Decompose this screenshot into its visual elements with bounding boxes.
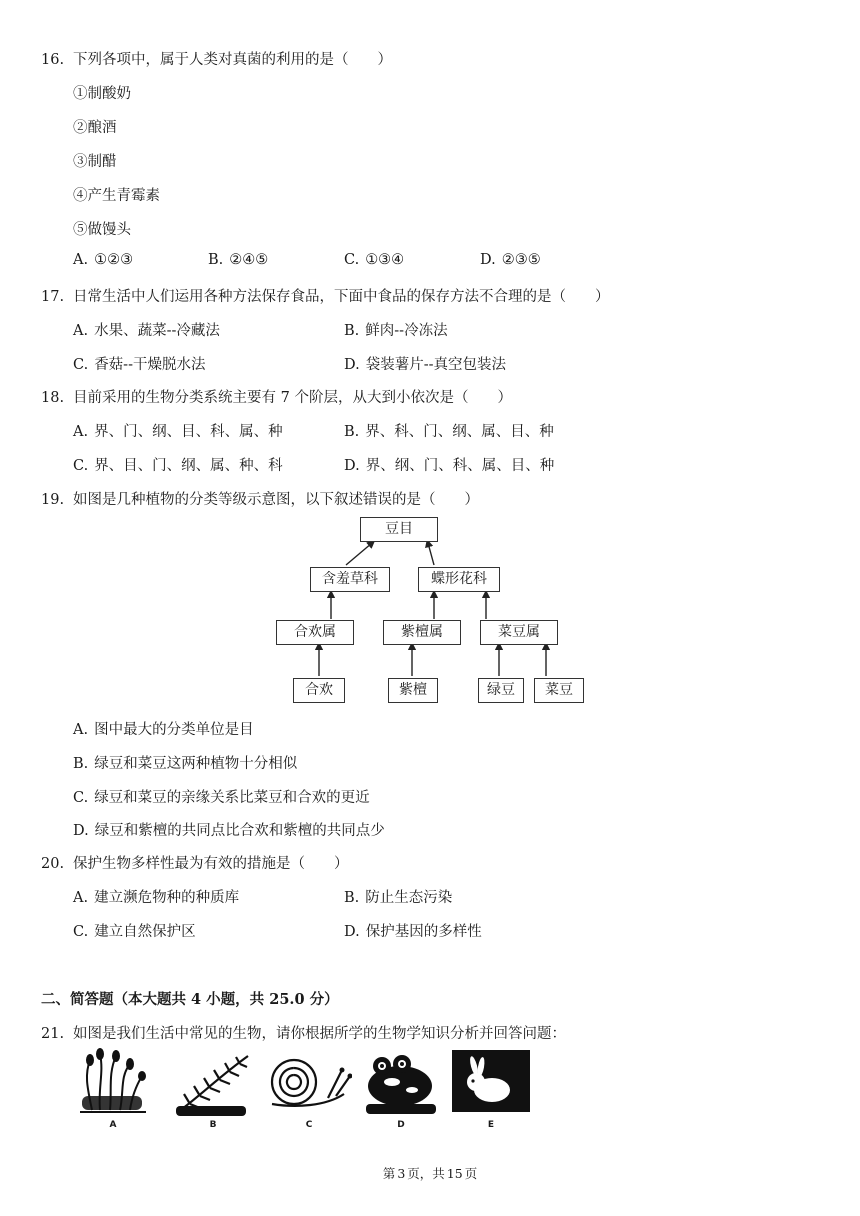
question-number: 18.	[41, 390, 65, 406]
question-text: 日常生活中人们运用各种方法保存食品，下面中食品的保存方法不合理的是（ ）	[73, 289, 610, 305]
q20-option-a[interactable]: A. 建立濒危物种的种质库	[73, 890, 240, 906]
page-footer: 第 3 页，共 15 页	[382, 1166, 478, 1181]
q18-option-c[interactable]: C. 界、目、门、纲、属、种、科	[73, 458, 283, 474]
question-text: 目前采用的生物分类系统主要有 7 个阶层，从大到小依次是（ ）	[73, 390, 512, 406]
q19-option-b[interactable]: B. 绿豆和菜豆这两种植物十分相似	[73, 756, 298, 772]
fern-picture-b	[170, 1046, 256, 1118]
diagram-species-box-2: 紫檀	[388, 678, 438, 703]
picture-label-a: A	[109, 1120, 117, 1130]
q20-option-b[interactable]: B. 防止生态污染	[344, 890, 453, 906]
q16-item-2: ②酿酒	[73, 120, 117, 136]
diagram-genus-box-2: 紫檀属	[383, 620, 461, 645]
picture-label-d: D	[397, 1120, 405, 1130]
q16-option-a[interactable]: A. ①②③	[73, 252, 134, 268]
question-20-stem	[41, 852, 349, 873]
question-text: 如图是我们生活中常见的生物，请你根据所学的生物学知识分析并回答问题：	[73, 1026, 566, 1042]
q16-option-b[interactable]: B. ②④⑤	[208, 252, 269, 268]
diagram-order-box: 豆目	[360, 517, 438, 542]
q18-option-b[interactable]: B. 界、科、门、纲、属、目、种	[344, 424, 554, 440]
question-18-stem	[41, 386, 512, 407]
picture-label-c: C	[305, 1120, 313, 1130]
question-text: 保护生物多样性最为有效的措施是（ ）	[73, 856, 349, 872]
question-17-stem	[41, 285, 610, 306]
diagram-genus-box-1: 合欢属	[276, 620, 354, 645]
q16-option-c[interactable]: C. ①③④	[344, 252, 405, 268]
question-number: 21.	[41, 1026, 65, 1042]
q20-option-c[interactable]: C. 建立自然保护区	[73, 924, 196, 940]
frog-picture-d	[358, 1046, 444, 1118]
q17-option-b[interactable]: B. 鲜肉--冷冻法	[344, 323, 448, 339]
organism-pictures	[70, 1046, 530, 1136]
q17-option-d[interactable]: D. 袋装薯片--真空包装法	[344, 357, 507, 373]
picture-label-b: B	[209, 1120, 217, 1130]
q20-option-d[interactable]: D. 保护基因的多样性	[344, 924, 482, 940]
question-number: 20.	[41, 856, 65, 872]
question-21-stem	[41, 1022, 566, 1043]
picture-label-e: E	[487, 1120, 495, 1130]
diagram-family-box-2: 蝶形花科	[418, 567, 500, 592]
diagram-species-box-1: 合欢	[293, 678, 345, 703]
diagram-species-box-3: 绿豆	[478, 678, 524, 703]
question-16-stem	[41, 48, 392, 69]
total-pages: 15	[446, 1166, 463, 1181]
question-19-stem	[41, 488, 479, 509]
q18-option-a[interactable]: A. 界、门、纲、目、科、属、种	[73, 424, 283, 440]
question-number: 17.	[41, 289, 65, 305]
q17-option-a[interactable]: A. 水果、蔬菜--冷藏法	[73, 323, 220, 339]
q17-option-c[interactable]: C. 香菇--干燥脱水法	[73, 357, 206, 373]
q16-item-5: ⑤做馒头	[73, 222, 131, 238]
q16-option-d[interactable]: D. ②③⑤	[480, 252, 541, 268]
question-text: 如图是几种植物的分类等级示意图，以下叙述错误的是（ ）	[73, 492, 479, 508]
q19-option-d[interactable]: D. 绿豆和紫檀的共同点比合欢和紫檀的共同点少	[73, 823, 385, 839]
rabbit-picture-e	[448, 1046, 534, 1118]
question-text: 下列各项中，属于人类对真菌的利用的是（ ）	[73, 52, 392, 68]
q16-item-1: ①制酸奶	[73, 86, 131, 102]
arrow-family2-order	[428, 543, 434, 565]
q19-option-a[interactable]: A. 图中最大的分类单位是目	[73, 722, 254, 738]
moss-picture-a	[70, 1046, 156, 1118]
question-number: 19.	[41, 492, 65, 508]
q18-option-d[interactable]: D. 界、纲、门、科、属、目、种	[344, 458, 555, 474]
current-page: 3	[397, 1166, 406, 1181]
classification-diagram	[270, 513, 590, 708]
diagram-genus-box-3: 菜豆属	[480, 620, 558, 645]
q19-option-c[interactable]: C. 绿豆和菜豆的亲缘关系比菜豆和合欢的更近	[73, 790, 370, 806]
diagram-family-box-1: 含羞草科	[310, 567, 390, 592]
q16-item-3: ③制醋	[73, 154, 117, 170]
snail-picture-c	[266, 1046, 352, 1118]
question-number: 16.	[41, 52, 65, 68]
diagram-species-box-4: 菜豆	[534, 678, 584, 703]
arrow-family1-order	[346, 543, 372, 565]
q16-item-4: ④产生青霉素	[73, 188, 160, 204]
section-title: 二、简答题（本大题共 4 小题，共 25.0 分）	[41, 991, 339, 1008]
